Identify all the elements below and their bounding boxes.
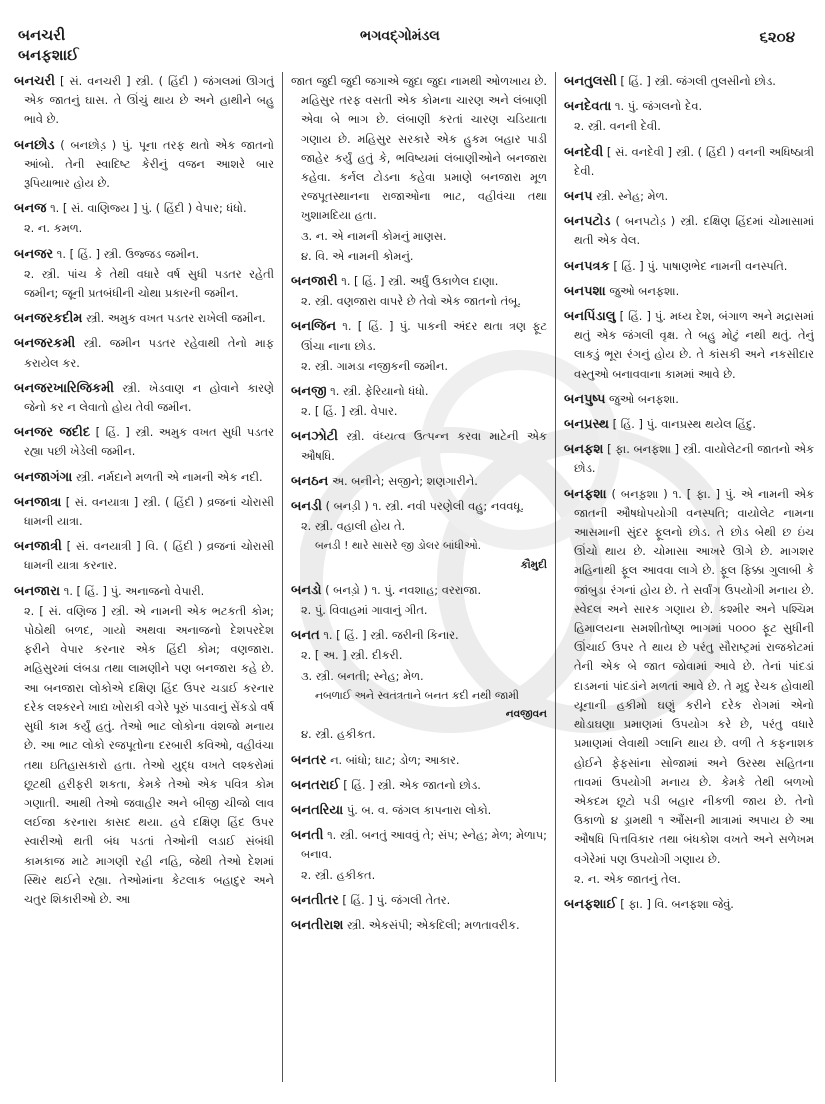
dictionary-entry bbox=[14, 537, 274, 575]
entry-headword: બનપશા bbox=[563, 283, 606, 299]
dictionary-entry bbox=[14, 334, 274, 372]
entry-definition bbox=[564, 257, 814, 276]
entry-definition bbox=[564, 485, 814, 869]
entry-headword: બનતર bbox=[290, 752, 327, 768]
entry-sense: ૩. ન. એ નામની કોમનું માણસ. bbox=[300, 228, 447, 243]
dictionary-entry bbox=[291, 472, 547, 491]
dictionary-entry bbox=[564, 97, 814, 136]
entry-definition bbox=[564, 307, 814, 384]
entry-text: સ્ત્રી. એકસંપી; એકદિલી; મળતાવરીક. bbox=[346, 917, 520, 932]
entry-definition bbox=[291, 826, 547, 864]
guide-word-last: બનફશાઈ bbox=[18, 46, 79, 64]
entry-sense: ૨. સ્ત્રી. પાંચ કે તેથી વધારે વર્ષ સુધી પડતર રહેતી જમીન; જૂની પ્રતબંધીની ચોથા પ્રકારની જમીન. bbox=[24, 266, 274, 301]
dictionary-entry bbox=[291, 891, 547, 910]
entry-definition bbox=[14, 309, 274, 328]
entry-headword: બનપુષ્પ bbox=[563, 391, 606, 407]
entry-headword: બનતીતર bbox=[290, 892, 339, 908]
entry-text: ( બનડ઼ી ) ૧. સ્ત્રી. નવી પરણેલી વહુ; નવવધૂ. bbox=[325, 499, 524, 514]
entry-definition bbox=[14, 537, 274, 575]
entry-headword: બનજર જદીદ bbox=[14, 425, 91, 441]
entry-headword: બનજાત્રા bbox=[14, 494, 62, 510]
entry-text: ૧. [ હિં. ] સ્ત્રી. જરીની કિનાર. bbox=[323, 628, 459, 643]
entry-definition bbox=[291, 497, 547, 516]
dictionary-entry bbox=[14, 468, 274, 487]
dictionary-entry bbox=[14, 72, 274, 130]
dictionary-entry bbox=[14, 582, 274, 909]
entry-text: સ્ત્રી. ખેડવાણ ન હોવાને કારણે જેનો કર ન લેવાતો હોય તેવી જમીન. bbox=[24, 380, 274, 415]
entry-definition bbox=[291, 626, 547, 645]
dictionary-entry bbox=[564, 257, 814, 276]
entry-sense: ૨. ન. એક જાતનું તેલ. bbox=[573, 871, 681, 886]
dictionary-entry bbox=[14, 245, 274, 304]
entry-text: ( બનછોડ઼ ) પું. પૂના તરફ થતો એક જાતનો આંબો. તેની સ્વાદિષ્ટ કેરીનું વજન આશરે બાર રૂપિયાભાર હોય છે. bbox=[24, 137, 274, 191]
entry-text: [ હિં. ] સ્ત્રી. એક જાતનો છોડ. bbox=[343, 777, 481, 792]
entry-text: [ હિં. ] સ્ત્રી. જંગલી તુલસીનો છોડ. bbox=[620, 74, 776, 88]
entry-text: [ ફા. બનફશા ] સ્ત્રી. વાયોલેટની જાતનો એક છોડ. bbox=[573, 442, 815, 476]
entry-text: ( બનપટોડ઼ ) સ્ત્રી. દક્ષિણ હિંદમાં ચોમાસામાં થતી એક વેલ. bbox=[573, 214, 815, 248]
column-right bbox=[556, 72, 814, 1082]
entry-definition bbox=[291, 751, 547, 770]
entry-definition bbox=[564, 97, 814, 116]
entry-text: સ્ત્રી. જમીન પડતર રહેવાથી તેનો માફ કરાયેલ કર. bbox=[24, 336, 274, 370]
entry-definition bbox=[14, 334, 274, 372]
entry-definition bbox=[291, 427, 547, 465]
entry-definition bbox=[14, 379, 274, 417]
entry-headword: બનજી bbox=[290, 384, 327, 400]
entry-text: ૧. સ્ત્રી. બનતું આવવું તે; સંપ; સ્નેહ; મેળ; મેળાપ; બનાવ. bbox=[300, 828, 547, 862]
entry-headword: બનદેવતા bbox=[563, 99, 612, 115]
dictionary-entry bbox=[14, 136, 274, 194]
entry-definition bbox=[564, 282, 814, 301]
entry-text: ૧. સ્ત્રી. ફેરિયાનો ધંધો. bbox=[330, 384, 429, 399]
entry-text: [ સં. વનયાત્રા ] સ્ત્રી. ( હિંદી ) વ્રજનાં ચોરાસી ધામની યાત્રા. bbox=[24, 494, 274, 529]
entry-headword: બનજાત્રી bbox=[14, 539, 62, 555]
dictionary-entry bbox=[291, 826, 547, 885]
entry-sense: ૨. સ્ત્રી. વનની દેવી. bbox=[573, 119, 661, 134]
entry-headword: બનપત્રક bbox=[563, 258, 610, 274]
entry-text: ૧. [ સં. વાણિજ્ય ] પું. ( હિંદી ) વેપાર; ધંધો. bbox=[50, 201, 247, 216]
dictionary-entry bbox=[564, 72, 814, 91]
entry-sense: ૪. સ્ત્રી. હકીકત. bbox=[300, 727, 376, 742]
entry-definition bbox=[564, 440, 814, 478]
entry-headword: બનજરકદીમ bbox=[14, 311, 83, 327]
entry-text: ૧. પું. જંગલનો દેવ. bbox=[614, 99, 703, 114]
entry-text: ( બનફ઼શા ) ૧. [ ફા. ] પું. એ નામની એક જાતની ઔષધોપયોગી વનસ્પતિ; વાયોલેટ નામના આસમાની સુંદર ફૂલનો છોડ. તે છોડ બેથી છ ઇંચ ઊંચો થાય છે. ચોમાસા આખરે ઊગે છે. માગશર મહિનાથી ફૂલ આવવા લાગે છે. ફૂલ ફિક્કા ગુલાબી કે જાંબુડા રંગનાં હોય છે. તે સર્વાંગ ઉપયોગી મનાય છે. સ્વેદલ અને સારક ગણાય છે. કશ્મીર અને પશ્ચિમ હિમાલયના સમશીતોષ્ણ ભાગમાં ૫૦૦૦ ફૂટ સુધીની ઊંચાઈ ઉપર તે થાય છે પરંતુ સૌરાષ્ટ્રમાં રાજકોટમાં તેની એક બે જાત જોવામાં આવે છે. તેનાં પાંદડાં દાડમનાં પાંદડાંને મળતાં આવે છે. તે મૃદુ રેચક હોવાથી યૂનાની હકીમો ઘણું કરીને દરેક રોગમાં એનો થોડાઘણા પ્રમાણમાં ઉપયોગ કરે છે, પરંતુ વધારે પ્રમાણમાં લેવાથી ગ્લાનિ થાય છે. વળી તે કફનાશક હોઈને ફેફસાંના સોજામાં અને ઉરસ્થ સહિતના તાવમાં ઉપયોગી મનાય છે. કેમકે તેથી બળખો એકદમ છૂટો પડી બહાર નીકળી જાય છે. તેનો ઉકાળો ૪ ડ્રામથી ૧ ઔંસની માત્રામાં અપાય છે આ ઔષધિ પિત્તવિકાર તથા બંધકોશ વખતે અને સળેખમ વગેરેમાં પણ ઉપયોગી ગણાય છે. bbox=[573, 486, 815, 866]
entry-definition bbox=[564, 390, 814, 409]
entry-definition bbox=[14, 245, 274, 264]
entry-headword: બનતી bbox=[290, 828, 324, 844]
dictionary-entry bbox=[291, 317, 547, 376]
entry-headword: બનપ bbox=[563, 189, 593, 205]
entry-headword: બનફશાઈ bbox=[563, 896, 617, 912]
entry-headword: બનડો bbox=[290, 582, 322, 598]
dictionary-entry bbox=[14, 199, 274, 238]
entry-text: [ હિં. ] પું. જંગલી તેતર. bbox=[342, 892, 451, 907]
page-header bbox=[0, 0, 825, 70]
entry-headword: બનપ્રસ્થ bbox=[563, 417, 609, 433]
entry-text: [ સં. વનદેવી ] સ્ત્રી. ( હિંદી ) વનની અધિષ્ઠાત્રી દેવી. bbox=[573, 144, 815, 178]
entry-headword: બનજરખારિજિકમી bbox=[14, 380, 114, 396]
entry-definition bbox=[291, 72, 547, 226]
dictionary-entry bbox=[14, 423, 274, 461]
entry-sense: ૨. પું. વિવાહમાં ગાવાનું ગીત. bbox=[300, 603, 428, 618]
dictionary-entry bbox=[291, 272, 547, 311]
entry-text: [ હિં. ] સ્ત્રી. અમુક વખત સુધી પડતર રહ્યા પછી ખેડેલી જમીન. bbox=[24, 425, 274, 459]
entry-text: [ હિં. ] પું. વાનપ્રસ્થ થયેલ હિંદુ. bbox=[612, 417, 756, 432]
dictionary-entry bbox=[291, 916, 547, 935]
dictionary-entry bbox=[291, 776, 547, 795]
entry-headword: બનતરિયા bbox=[290, 802, 344, 818]
entry-sense: ૨. [ અ. ] સ્ત્રી. દીકરી. bbox=[300, 648, 403, 663]
entry-definition bbox=[564, 187, 814, 206]
entry-definition bbox=[291, 801, 547, 820]
entry-definition bbox=[564, 143, 814, 181]
dictionary-entry bbox=[564, 415, 814, 434]
entry-headword: બનપટોડ bbox=[563, 214, 611, 230]
entry-headword: બનજારા bbox=[14, 583, 61, 599]
entry-definition bbox=[564, 212, 814, 250]
dictionary-entry bbox=[14, 493, 274, 531]
entry-definition bbox=[14, 493, 274, 531]
entry-definition bbox=[14, 72, 274, 130]
dictionary-entry bbox=[291, 801, 547, 820]
quote-source: નવજીવન bbox=[505, 708, 547, 721]
dictionary-entry bbox=[564, 212, 814, 250]
dictionary-entry bbox=[564, 307, 814, 384]
entry-text: ૧. [ હિં. ] સ્ત્રી. ઉજ્જડ જમીન. bbox=[56, 246, 200, 261]
entry-definition bbox=[291, 916, 547, 935]
entry-quote: બનડી ! થારે સાસરે જી ડોલર બાંધીઓ. bbox=[314, 539, 482, 553]
book-title: ભગવદ્ગોમંડલ bbox=[360, 28, 440, 44]
entry-sense: ૨. ન. કમળ. bbox=[24, 221, 83, 236]
entry-headword: બનફશ bbox=[563, 442, 604, 458]
entry-sense: ૩. સ્ત્રી. બનતી; સ્નેહ; મેળ. bbox=[300, 668, 424, 683]
entry-text: અ. બનીને; સજીને; શણગારીને. bbox=[331, 473, 478, 488]
entry-sense: ૨. [ હિં. ] સ્ત્રી. વેપાર. bbox=[300, 404, 398, 419]
entry-text: સ્ત્રી. નર્મદાને મળતી એ નામની એક નદી. bbox=[75, 469, 263, 484]
dictionary-entry bbox=[564, 895, 814, 914]
dictionary-entry bbox=[564, 485, 814, 889]
entry-text: [ ફા. ] વિ. બનફશા જેવું. bbox=[620, 896, 734, 911]
dictionary-entry bbox=[564, 187, 814, 206]
page-number: ૬૨૦૪ bbox=[759, 28, 795, 46]
entry-definition bbox=[564, 415, 814, 434]
entry-headword: બનજારી bbox=[290, 274, 338, 290]
entry-definition bbox=[14, 199, 274, 218]
entry-definition bbox=[291, 317, 547, 355]
entry-text: પું. બ. વ. જંગલ કાપનારા લોકો. bbox=[346, 802, 492, 817]
entry-headword: બનપિંડાલુ bbox=[563, 309, 616, 325]
dictionary-columns bbox=[14, 72, 814, 1082]
entry-text: ( બનડ઼ો ) ૧. પું. નવશાહ; વરરાજા. bbox=[325, 582, 482, 597]
entry-headword: બનતીરાશ bbox=[290, 917, 344, 933]
dictionary-entry bbox=[291, 497, 547, 575]
dictionary-entry bbox=[564, 143, 814, 181]
entry-definition bbox=[564, 72, 814, 91]
entry-definition bbox=[291, 776, 547, 795]
entry-sense: ૪. વિ. એ નામની કોમનું. bbox=[300, 248, 414, 263]
entry-headword: બનત bbox=[290, 628, 320, 644]
dictionary-entry bbox=[291, 581, 547, 620]
dictionary-entry bbox=[564, 440, 814, 478]
entry-headword: બનઝોટી bbox=[290, 429, 339, 445]
entry-headword: બનઠન bbox=[290, 473, 329, 489]
entry-text: [ હિં. ] પું. પાષાણભેદ નામની વનસ્પતિ. bbox=[613, 258, 788, 273]
entry-sense: ૨. સ્ત્રી. ગામડા નજીકની જમીન. bbox=[300, 358, 449, 373]
entry-definition bbox=[564, 895, 814, 914]
entry-sense: ૨. સ્ત્રી. હકીકત. bbox=[300, 867, 376, 882]
dictionary-entry bbox=[564, 390, 814, 409]
entry-text: સ્ત્રી. વંધ્યત્વ ઉત્પન્ન કરવા માટેની એક ઔષધિ. bbox=[300, 429, 547, 463]
entry-headword: બનડી bbox=[290, 499, 322, 515]
dictionary-entry bbox=[14, 309, 274, 328]
entry-text: જુઓ બનફશા. bbox=[609, 391, 679, 406]
entry-text: જાત જુદી જુદી જગાએ જુદા જુદા નામથી ઓળખાય છે. મહિસુર તરફ વસતી એક કોમના ચારણ અને લંબાણી એવા બે ભાગ છે. લંબાણી કરતાં ચારણ ચડિયાતા ગણાય છે. મહિસુર સરકારે એક હુકમ બહાર પાડી જાહેર કર્યું હતું કે, ભવિષ્યમાં લંબાણીઓને બનજારા કહેવા. કર્નલ ટોડના કહેવા પ્રમાણે બનજારા મૂળ રજપૂતસ્થાનના રાજાઓના ભાટ, વહીવંચા તથા ખુશામદિયા હતા. bbox=[290, 74, 547, 223]
entry-headword: બનફશા bbox=[563, 486, 607, 502]
entry-headword: બનજિન bbox=[290, 319, 337, 335]
entry-text: [ હિં. ] પું. મધ્ય દેશ, બંગાળ અને મદ્રાસમાં થતું એક જંગલી વૃક્ષ. તે બહુ મોટું નથી થતું. તેનું લાકડું ભૂરા રંગનું હોય છે. તે કાંસકી અને નકસીદાર વસ્તુઓ બનાવવાના કામમાં આવે છે. bbox=[573, 309, 815, 381]
entry-definition bbox=[291, 472, 547, 491]
entry-definition bbox=[14, 582, 274, 601]
entry-headword: બનજાગંગા bbox=[14, 469, 73, 485]
entry-text: સ્ત્રી. અમુક વખત પડતર રાખેલી જમીન. bbox=[86, 311, 266, 326]
entry-headword: બનચરી bbox=[14, 74, 55, 89]
entry-text: ૧. [ હિં. ] પું. અનાજનો વેપારી. bbox=[63, 583, 205, 598]
entry-headword: બનદેવી bbox=[563, 144, 604, 160]
entry-text: [ સં. વનચરી ] સ્ત્રી. ( હિંદી ) જંગલમાં ઊગતું એક જાતનું ઘાસ. તે ઊંચું થાય છે અને હાથીને બહુ ભાવે છે. bbox=[24, 74, 274, 127]
entry-definition bbox=[291, 272, 547, 291]
entry-headword: બનતુલસી bbox=[563, 74, 617, 89]
entry-text: ૧. [ હિં. ] પું. પાકની અંદર થતા ત્રણ ફૂટ ઊંચા નાના છોડ. bbox=[300, 319, 547, 353]
guide-word-first: બનચરી bbox=[18, 26, 66, 44]
column-middle bbox=[282, 72, 556, 1082]
entry-definition bbox=[291, 581, 547, 600]
dictionary-entry bbox=[291, 751, 547, 770]
dictionary-entry bbox=[291, 72, 547, 266]
dictionary-entry bbox=[291, 382, 547, 421]
quote-source: કૌમુદી bbox=[520, 558, 547, 571]
entry-headword: બનજર bbox=[14, 246, 54, 262]
entry-headword: બનજરકમી bbox=[14, 336, 76, 352]
entry-definition bbox=[14, 423, 274, 461]
entry-definition bbox=[14, 136, 274, 194]
entry-text: સ્ત્રી. સ્નેહ; મેળ. bbox=[596, 189, 669, 204]
entry-sense: ૨. સ્ત્રી. વણજારા વાપરે છે તેવો એક જાતનો તંબૂ. bbox=[300, 294, 521, 309]
dictionary-entry bbox=[291, 427, 547, 465]
dictionary-entry bbox=[564, 282, 814, 301]
entry-headword: બનજ bbox=[14, 201, 47, 217]
entry-headword: બનતરાઈ bbox=[290, 777, 340, 793]
entry-definition bbox=[14, 468, 274, 487]
entry-sense: ૨. સ્ત્રી. વહાલી હોય તે. bbox=[300, 519, 406, 534]
entry-text: ન. બાંધો; ઘાટ; ડોળ; આકાર. bbox=[330, 752, 460, 767]
entry-text: જુઓ બનફશા. bbox=[609, 283, 680, 298]
dictionary-entry bbox=[291, 626, 547, 744]
entry-quote: નબળાઈ અને સ્વતંત્રતાને બનત કદી નથી જામી bbox=[314, 688, 519, 702]
column-left bbox=[14, 72, 282, 1082]
dictionary-entry bbox=[14, 379, 274, 417]
entry-text: ૧. [ હિં. ] સ્ત્રી. અર્ધું ઉકાળેલ દાણા. bbox=[341, 274, 499, 289]
entry-text: [ સં. વનયાત્રી ] વિ. ( હિંદી ) વ્રજનાં ચોરાસી ધામની યાત્રા કરનાર. bbox=[24, 539, 274, 573]
entry-headword: બનછોડ bbox=[14, 137, 55, 153]
entry-definition bbox=[291, 382, 547, 401]
entry-definition bbox=[291, 891, 547, 910]
entry-sense: ૨. [ સં. વણિજ ] સ્ત્રી. એ નામની એક ભટકતી કોમ; પોઠોથી બળદ, ગાયો અથવા અનાજનો દેશપરદેશ ફરીને વેપાર કરનાર એક હિંદી કોમ; વણજારા. મહિસુરમાં લંબડા તથા લામણીને પણ બનજારા કહે છે. આ બનજારા લોકોએ દક્ષિણ હિંદ ઉપર ચડાઈ કરનાર દરેક લશ્કરને ખાદ્ય ખોરાકી વગેરે પૂરું પાડવાનું સેંકડો વર્ષ સુધી કામ કર્યું હતું. તેઓ ભાટ લોકોના વંશજો મનાય છે. આ ભાટ લોકો રજપૂતોના દરબારી કવિઓ, વહીવંચા તથા ઇતિહાસકારો હતા. તેઓ યુદ્ધ વખતે લશ્કરોમાં છૂટથી હરીફરી શકતા, કેમકે તેઓ એક પવિત્ર કોમ ગણાતી. આથી તેઓ જવાહીર અને બીજી ચીજો લાવ લઈજા કરનારા કાસદ થયા. હવે દક્ષિણ હિંદ ઉપર સ્વારીઓ થતી બંધ પડતાં તેઓની લડાઈ સંબંધી કામકાજ માટે માગણી રહી નહિ, જેથી તેઓ દેશમાં સ્થિર થઈને રહ્યા. તેઓમાંના કેટલાક બહાદુર અને ચતુર શિકારીઓ છે. આ bbox=[24, 603, 274, 906]
